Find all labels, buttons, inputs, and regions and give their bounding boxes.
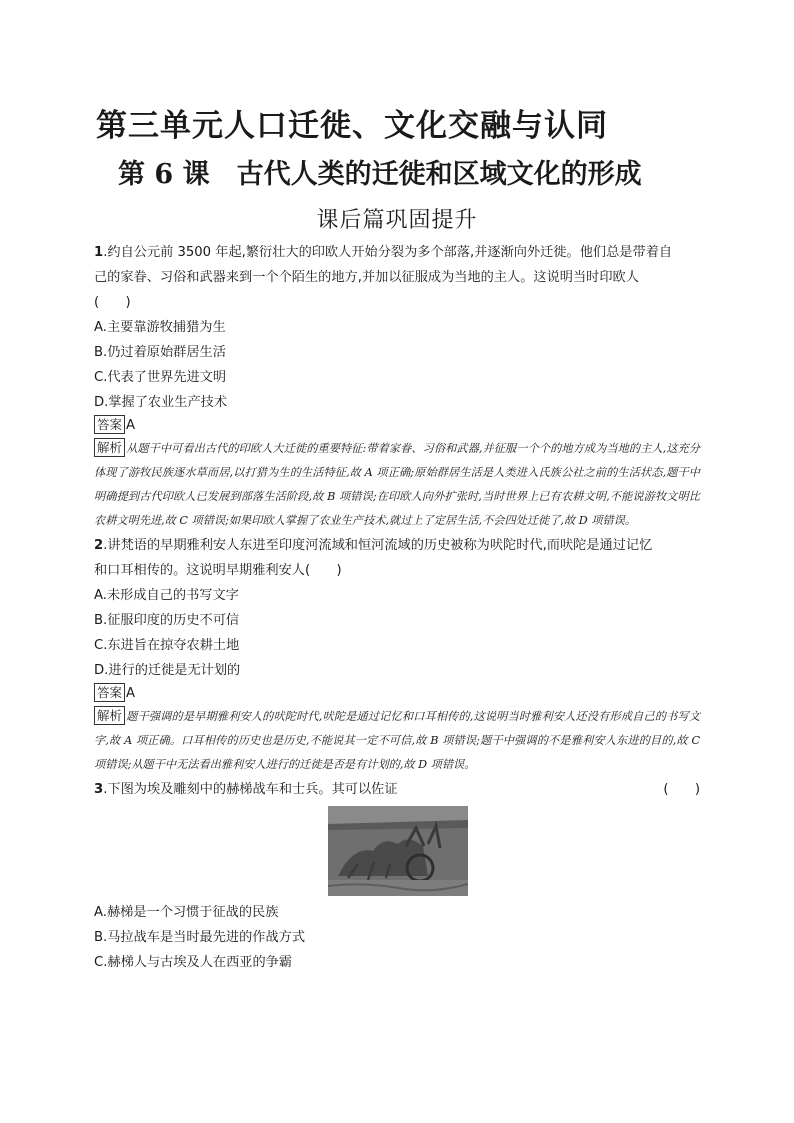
question-stem-line: 1.约自公元前 3500 年起,繁衍壮大的印欧人开始分裂为多个部落,并逐渐向外迁徙。他们总是带着自 [94, 245, 673, 260]
analysis-block [94, 437, 700, 533]
option-a: A.赫梯是一个习惯于征战的民族 [94, 905, 279, 920]
option-a: A.主要靠游牧捕猎为生 [94, 320, 226, 335]
section-title: 课后篇巩固提升 [316, 208, 478, 233]
option-c: C.赫梯人与古埃及人在西亚的争霸 [94, 955, 293, 970]
analysis-tag: 解析 [94, 438, 125, 457]
analysis-tag: 解析 [94, 706, 125, 725]
lesson-title: 第 6 课 古代人类的迁徙和区域文化的形成 [118, 159, 642, 190]
option-b: B.征服印度的历史不可信 [94, 613, 240, 628]
analysis-block [94, 705, 700, 777]
answer-value: A [126, 418, 136, 433]
analysis-text: 题干强调的是早期雅利安人的吠陀时代,吠陀是通过记忆和口耳相传的,这说明当时雅利安人还没有形成自己的书写文字,故 A 项正确。口耳相传的历史也是历史,不能说其一定不可信,故 B 项错误;题干中强调的不是雅利安人东进的目的,故 C 项错误;从题干中无法看出雅利安人进行的迁徙是否是有计划的,故 D 项错误。 [94, 710, 700, 771]
option-d: D.进行的迁徙是无计划的 [94, 663, 241, 678]
answer-row [94, 683, 700, 705]
question-stem-line: ( ) [94, 295, 131, 310]
chariot-relief-image [328, 806, 468, 896]
unit-title: 第三单元人口迁徙、文化交融与认同 [96, 108, 608, 144]
answer-row [94, 415, 700, 437]
question-stem-line: 3.下图为埃及雕刻中的赫梯战车和士兵。其可以佐证 ( ) [94, 777, 700, 802]
answer-value: A [126, 686, 136, 701]
option-d: D.掌握了农业生产技术 [94, 395, 228, 410]
option-a: A.未形成自己的书写文字 [94, 588, 239, 603]
question-1 [94, 240, 700, 533]
option-c: C.代表了世界先进文明 [94, 370, 227, 385]
question-list [94, 240, 700, 975]
question-number: 2 [94, 538, 104, 553]
question-stem-line: 己的家眷、习俗和武器来到一个个陌生的地方,并加以征服成为当地的主人。这说明当时印欧人 [94, 270, 639, 285]
question-2 [94, 533, 700, 777]
answer-tag: 答案 [94, 683, 125, 702]
question-3 [94, 777, 700, 975]
question-stem-line: 和口耳相传的。这说明早期雅利安人( ) [94, 563, 342, 578]
analysis-text: 从题干中可看出古代的印欧人大迁徙的重要特征:带着家眷、习俗和武器,并征服一个个的地方成为当地的主人,这充分体现了游牧民族逐水草而居,以打猎为生的生活特征,故 A 项正确;原始群居生活是人类进入氏族公社之前的生活状态,题干中明确提到古代印欧人已发展到部落生活阶段,故 B 项错误;在印欧人向外扩张时,当时世界上已有农耕文明,不能说游牧文明比农耕文明先进,故 C 项错误;如果印欧人掌握了农业生产技术,就过上了定居生活,不会四处迁徙了,故 D 项错误。 [94, 442, 700, 527]
answer-blank: ( ) [663, 782, 700, 797]
question-stem-line: 2.讲梵语的早期雅利安人东进至印度河流域和恒河流域的历史被称为吠陀时代,而吠陀是通过记忆 [94, 538, 653, 553]
option-c: C.东进旨在掠夺农耕土地 [94, 638, 240, 653]
relief-photo [328, 806, 468, 896]
option-b: B.仍过着原始群居生活 [94, 345, 226, 360]
question-number: 1 [94, 245, 104, 260]
question-number: 3 [94, 782, 104, 797]
answer-tag: 答案 [94, 415, 125, 434]
option-b: B.马拉战车是当时最先进的作战方式 [94, 930, 306, 945]
